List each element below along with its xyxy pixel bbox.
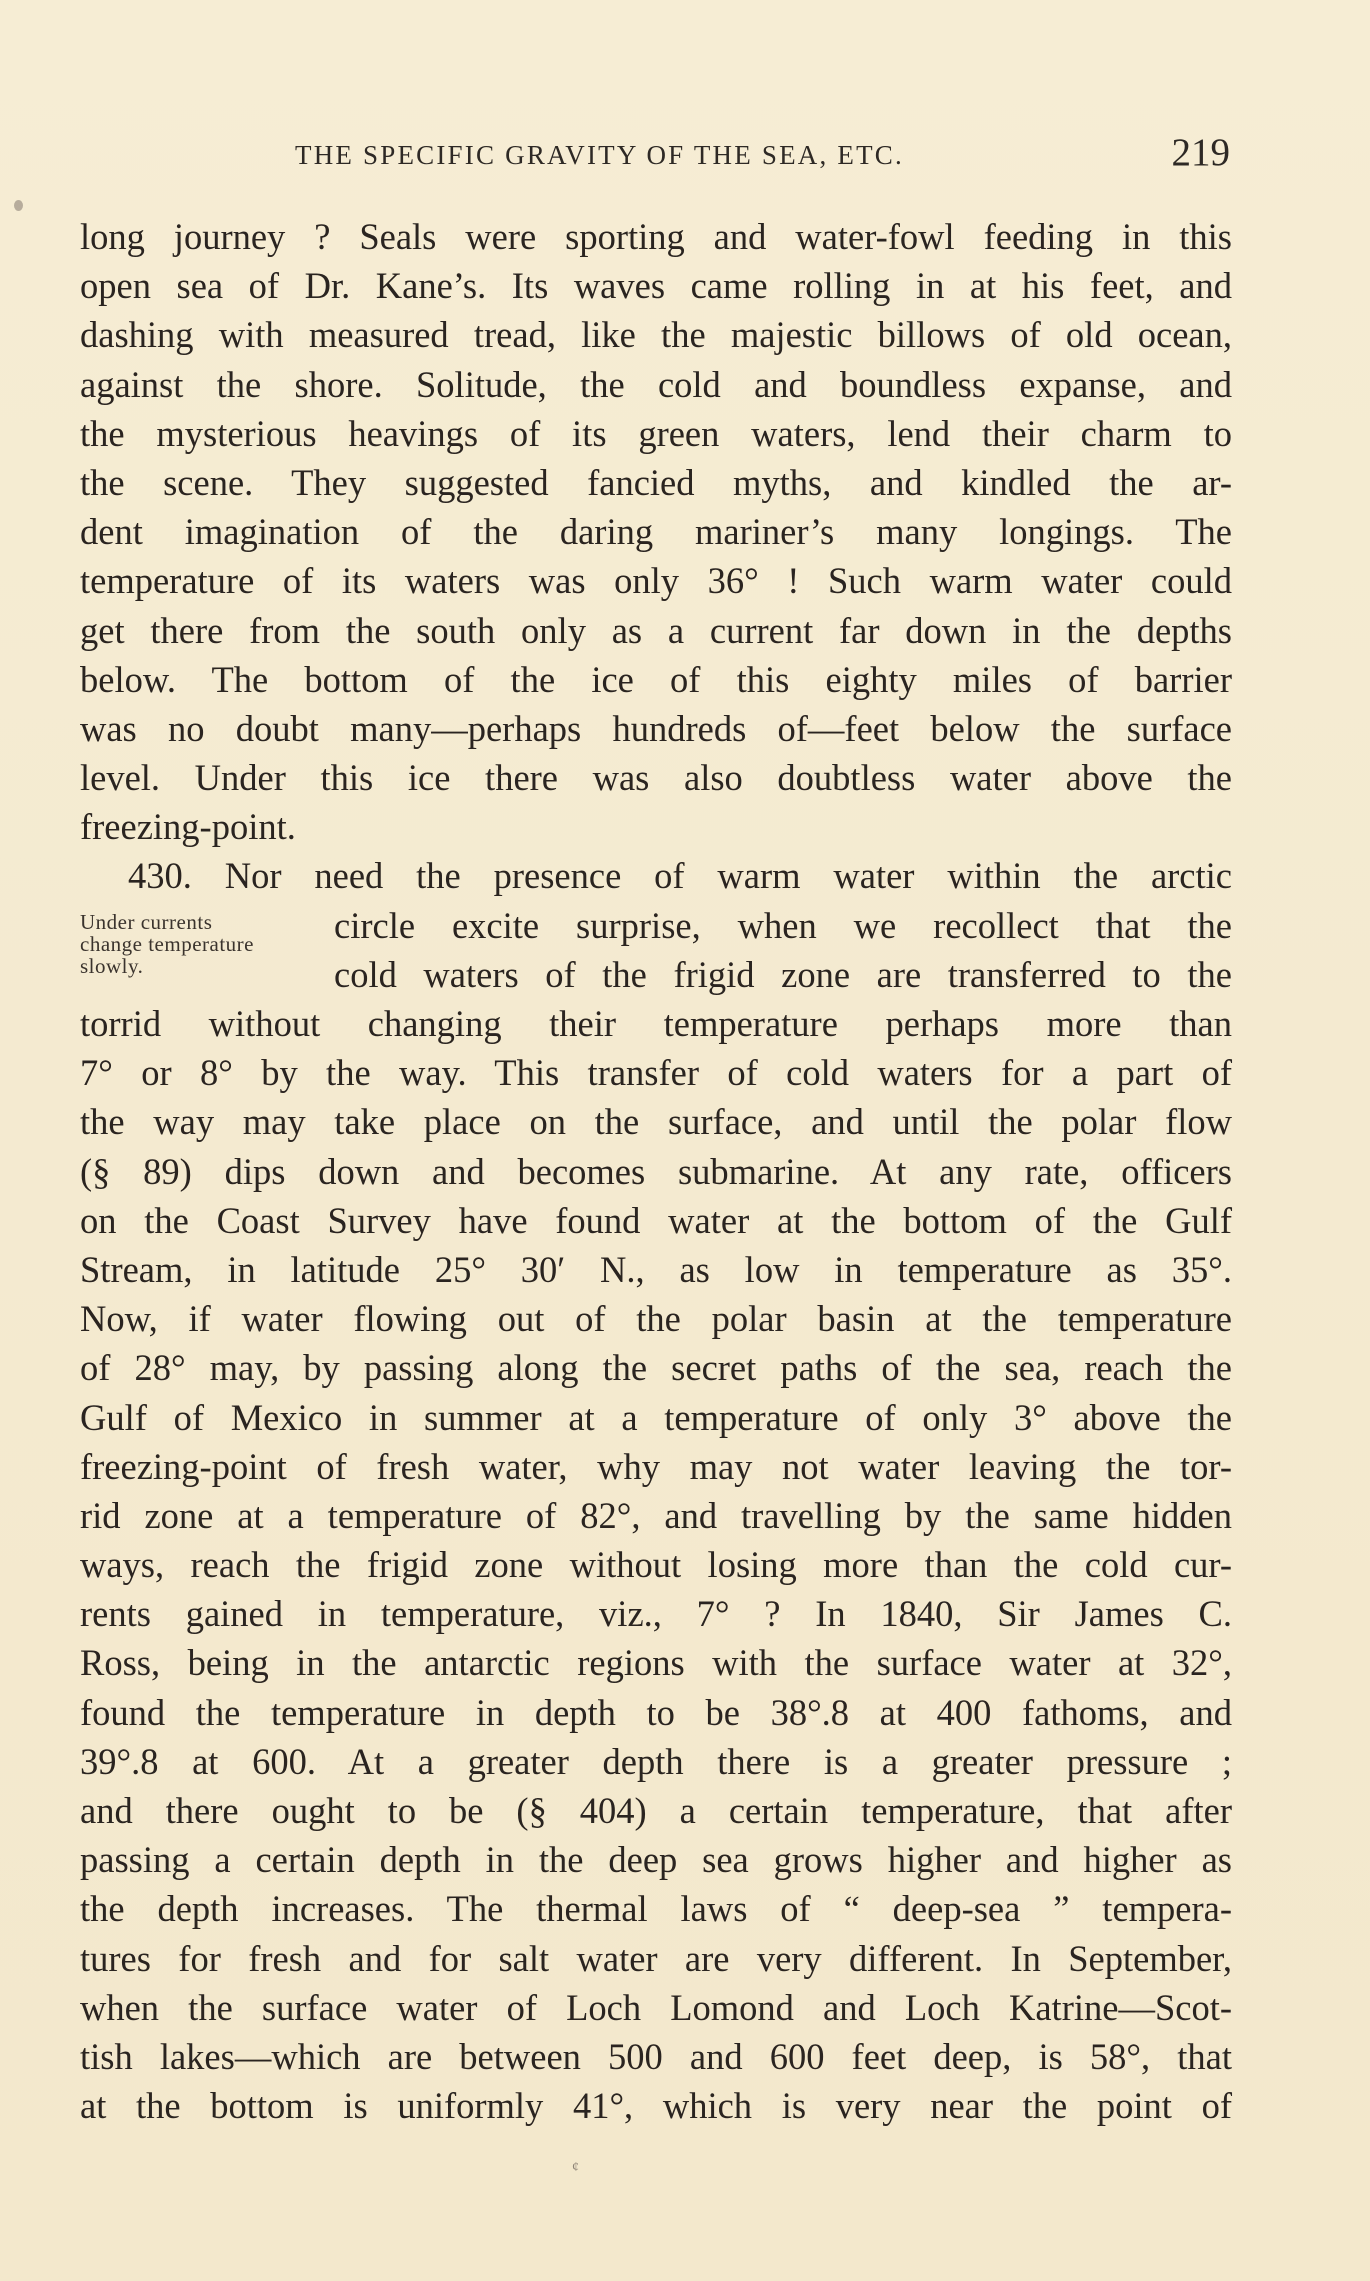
text-line: the depth increases. The thermal laws of “ deep-sea ” tempera- [80, 1888, 1232, 1930]
text-line: open sea of Dr. Kane’s. Its waves came rolling in at his feet, and [80, 265, 1232, 307]
side-note [80, 911, 320, 977]
text-line: Ross, being in the antarctic regions with the surface water at 32°, [80, 1642, 1232, 1684]
text-line: Stream, in latitude 25° 30′ N., as low in temperature as 35°. [80, 1248, 1232, 1290]
text-line: rents gained in temperature, viz., 7° ? In 1840, Sir James C. [80, 1593, 1232, 1635]
margin-note-block [80, 901, 1232, 999]
text-line: tish lakes—which are between 500 and 600 feet deep, is 58°, that [80, 2035, 1232, 2077]
ink-smudge [14, 200, 23, 211]
text-line: (§ 89) dips down and becomes submarine. At any rate, officers [80, 1150, 1232, 1192]
text-line: dent imagination of the daring mariner’s many longings. The [80, 511, 1232, 553]
text-line: ways, reach the frigid zone without losing more than the cold cur- [80, 1544, 1232, 1586]
side-note-line: change temperature [80, 931, 254, 956]
text-line: the scene. They suggested fancied myths, and kindled the ar- [80, 461, 1232, 503]
text-line: freezing-point. [80, 806, 296, 848]
text-line: 39°.8 at 600. At a greater depth there is a greater pressure ; [80, 1740, 1232, 1782]
text-line: get there from the south only as a current far down in the depths [80, 609, 1232, 651]
text-line: was no doubt many—perhaps hundreds of—feet below the surface [80, 707, 1232, 749]
text-line: tures for fresh and for salt water are very different. In September, [80, 1937, 1232, 1979]
text-line: found the temperature in depth to be 38°.8 at 400 fathoms, and [80, 1691, 1232, 1733]
printer-mark: ¢ [572, 2160, 579, 2175]
text-line: below. The bottom of the ice of this eighty miles of barrier [80, 658, 1232, 700]
body-text [80, 212, 1232, 2130]
text-line: and there ought to be (§ 404) a certain temperature, that after [80, 1790, 1232, 1831]
text-line: long journey ? Seals were sporting and water-fowl feeding in this [80, 216, 1232, 257]
running-head [80, 128, 1230, 178]
side-note-line: slowly. [80, 953, 144, 978]
text-line: torrid without changing their temperature perhaps more than [80, 1003, 1232, 1044]
text-line: passing a certain depth in the deep sea grows higher and higher as [80, 1839, 1232, 1881]
running-title: THE SPECIFIC GRAVITY OF THE SEA, ETC. [295, 140, 904, 170]
text-line: rid zone at a temperature of 82°, and travelling by the same hidden [80, 1494, 1232, 1536]
text-line: freezing-point of fresh water, why may not water leaving the tor- [80, 1445, 1232, 1487]
text-line: Now, if water flowing out of the polar basin at the temperature [80, 1298, 1232, 1340]
paragraph-430-start: 430. Nor need the presence of warm water within the arctic [128, 855, 1232, 897]
text-line: temperature of its waters was only 36° ! Such warm water could [80, 560, 1232, 602]
text-line: of 28° may, by passing along the secret paths of the sea, reach the [80, 1347, 1232, 1389]
text-line: 7° or 8° by the way. This transfer of cold waters for a part of [80, 1052, 1232, 1094]
text-line: on the Coast Survey have found water at the bottom of the Gulf [80, 1199, 1232, 1241]
text-line: dashing with measured tread, like the majestic billows of old ocean, [80, 314, 1232, 356]
text-line: circle excite surprise, when we recollect that the [334, 904, 1232, 946]
text-line: the way may take place on the surface, and until the polar flow [80, 1101, 1232, 1143]
text-line: Gulf of Mexico in summer at a temperature of only 3° above the [80, 1396, 1232, 1438]
text-line: cold waters of the frigid zone are transferred to the [334, 953, 1232, 995]
side-note-line: Under currents [80, 909, 213, 934]
text-line: when the surface water of Loch Lomond and Loch Katrine—Scot- [80, 1986, 1232, 2028]
text-line: against the shore. Solitude, the cold and boundless expanse, and [80, 363, 1232, 405]
page-number: 219 [1171, 131, 1230, 174]
text-line: at the bottom is uniformly 41°, which is very near the point of [80, 2085, 1232, 2127]
text-line: the mysterious heavings of its green waters, lend their charm to [80, 412, 1232, 454]
text-line: level. Under this ice there was also doubtless water above the [80, 757, 1232, 799]
